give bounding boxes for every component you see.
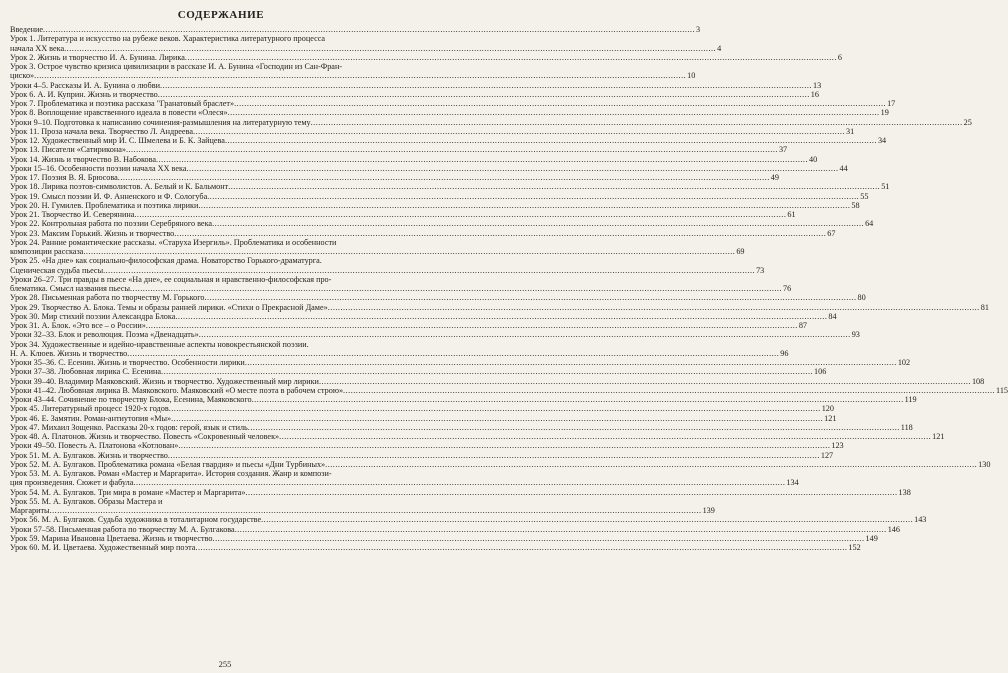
toc-entry-row — [10, 524, 900, 534]
toc-entry[interactable] — [10, 441, 844, 451]
toc-entry-title: Уроки 4–5. Рассказы И. А. Бунина о любви — [10, 80, 160, 90]
toc-entry-row — [10, 145, 788, 155]
toc-entry-page: 96 — [780, 348, 789, 358]
toc-entry-title: Урок 51. М. А. Булгаков. Жизнь и творчество — [10, 450, 168, 460]
toc-entry[interactable] — [10, 450, 834, 460]
toc-entry[interactable] — [10, 339, 789, 359]
toc-entry-page: 106 — [814, 367, 827, 377]
toc-entry-page: 118 — [900, 422, 913, 432]
toc-entry-row — [10, 413, 837, 423]
dot-leader — [185, 53, 837, 62]
dot-leader — [343, 386, 995, 395]
dot-leader — [168, 451, 820, 460]
toc-entry-page: 80 — [857, 293, 866, 303]
toc-entry-title: Урок 47. Михаил Зощенко. Рассказы 20-х годов: герой, язык и стиль — [10, 422, 248, 432]
toc-entry-page: 102 — [897, 358, 911, 367]
toc-entry-row — [10, 265, 765, 275]
toc-entry[interactable] — [10, 136, 887, 145]
toc-entry[interactable] — [10, 311, 837, 321]
toc-entry[interactable] — [10, 422, 913, 432]
dot-leader — [325, 460, 977, 469]
toc-entry-title: Уроки 35–36. С. Есенин. Жизнь и творчество. Особенности лирики — [10, 358, 245, 367]
toc-entry-page: 121 — [932, 432, 945, 441]
toc-entry-title: Урок 22. Контрольная работа по поэзии Серебряного века — [10, 219, 213, 229]
toc-entry-title: Урок 19. Смысл поэзии И. Ф. Анненского и Ф. Сологуба — [10, 191, 208, 201]
toc-entry-row — [10, 441, 844, 451]
toc-entry-row — [10, 432, 945, 441]
toc-entry-title: ция произведения. Сюжет и фабула — [10, 478, 134, 488]
toc-entry-title: Урок 14. Жизнь и творчество В. Набокова — [10, 154, 157, 164]
dot-leader — [225, 136, 877, 145]
dot-leader — [193, 127, 845, 136]
toc-entry-page: 16 — [810, 89, 819, 99]
toc-entry-page: 120 — [821, 404, 834, 414]
toc-entry[interactable] — [10, 358, 911, 367]
toc-entry-line: Урок 3. Острое чувство кризиса цивилизации в рассказе И. А. Бунина «Господин из Сан-Фран- — [10, 62, 343, 71]
toc-entry-row — [10, 71, 696, 81]
toc-entry-row — [10, 367, 827, 377]
dot-leader — [234, 99, 886, 108]
toc-entry-title: Уроки 41–42. Любовная лирика В. Маяковского. Маяковский «О месте поэта в рабочем строю» — [10, 385, 344, 395]
toc-entry[interactable] — [10, 99, 896, 108]
toc-entry-title: Урок 7. Проблематика и поэтика рассказа "Гранатовый браслет» — [10, 99, 235, 108]
toc-entry-title: Уроки 57–58. Письменная работа по творчеству М. А. Булгакова — [10, 524, 235, 534]
dot-leader — [311, 118, 963, 127]
toc-entry-row — [10, 89, 819, 99]
dot-leader — [134, 210, 786, 219]
toc-entry-row — [10, 182, 890, 192]
toc-entry[interactable] — [10, 469, 799, 488]
toc-entry-title: Урок 2. Жизнь и творчество И. А. Бунина. Лирика — [10, 52, 185, 62]
toc-entry-row — [10, 284, 792, 293]
toc-entry-row — [10, 247, 745, 256]
toc-entry[interactable] — [10, 173, 779, 182]
toc-entry-page: 134 — [786, 478, 799, 488]
toc-entry-row — [10, 395, 917, 404]
toc-entry-page: 31 — [845, 126, 855, 136]
toc-entry-title: Урок 8. Воплощение нравственного идеала в повести «Олеся» — [10, 108, 228, 118]
toc-entry-title: Введение — [10, 25, 44, 34]
toc-entry[interactable] — [10, 274, 792, 294]
toc-entry-page: 3 — [696, 25, 701, 34]
toc-entry-page: 55 — [860, 191, 869, 201]
toc-entry[interactable] — [10, 34, 722, 53]
toc-entry-row — [10, 330, 860, 340]
toc-entry-row — [10, 422, 913, 432]
dot-leader — [187, 164, 839, 173]
toc-entry-row — [10, 163, 848, 173]
toc-entry[interactable] — [10, 210, 796, 219]
toc-entry-title: Урок 17. Поэзия В. Я. Брюсова — [10, 173, 118, 182]
dot-leader — [213, 534, 865, 543]
toc-entry-line: Урок 53. М. А. Булгаков. Роман «Мастер и Маргарита». История создания. Жанр и компози- — [10, 469, 332, 478]
toc-entry[interactable] — [10, 413, 837, 423]
toc-entry[interactable] — [10, 219, 874, 229]
dot-leader — [261, 515, 913, 524]
toc-entry-row — [10, 533, 878, 543]
toc-entry-row — [10, 219, 874, 229]
toc-entry-row — [10, 506, 715, 515]
toc-entry-row — [10, 385, 1008, 395]
toc-entry[interactable] — [10, 163, 848, 173]
toc-entry-title: Урок 59. Марина Ивановна Цветаева. Жизнь и творчество — [10, 533, 213, 543]
toc-entry-title: Урок 23. Максим Горький. Жизнь и творчество — [10, 228, 175, 238]
toc-entry[interactable] — [10, 256, 765, 275]
toc-entry-row — [10, 200, 860, 210]
toc-entry-page: 87 — [798, 321, 808, 330]
toc-entry-page: 49 — [770, 173, 779, 182]
toc-entry-title: Урок 52. М. А. Булгаков. Проблематика романа «Белая гвардия» и пьесы «Дни Турбиных» — [10, 459, 326, 469]
toc-entry-page: 61 — [787, 210, 796, 219]
toc-entry-row — [10, 80, 822, 90]
toc-entry-line: Урок 34. Художественные и идейно-нравственные аспекты новокрестьянской поэзии. — [10, 339, 309, 349]
toc-entry-title: Урок 6. А. И. Куприн. Жизнь и творчество — [10, 89, 158, 99]
toc-entry-row — [10, 376, 985, 386]
toc-entry-row — [10, 43, 722, 53]
toc-entry[interactable] — [10, 25, 701, 34]
dot-leader — [118, 173, 770, 182]
toc-entry-title: Урок 48. А. Платонов. Жизнь и творчество. Повесть «Сокровенный человек» — [10, 432, 280, 441]
toc-entry-page: 146 — [887, 524, 900, 534]
toc-entry-row — [10, 543, 861, 552]
dot-leader — [205, 293, 857, 302]
toc-entry[interactable] — [10, 543, 861, 552]
toc-entry-line: Урок 24. Ранние романтические рассказы. «Старуха Изергиль». Проблематика и особенности — [10, 237, 337, 247]
toc-entry-title: Уроки 49–50. Повесть А. Платонова «Котлован» — [10, 441, 179, 451]
toc-entry-page: 13 — [812, 80, 822, 90]
toc-entry-line: Урок 25. «На дне» как социально-философская драма. Новаторство Горького-драматурга. — [10, 256, 322, 266]
dot-leader — [133, 478, 785, 487]
toc-entry-title: Уроки 32–33. Блок и революция. Поэма «Двенадцать» — [10, 330, 199, 340]
toc-entry-page: 34 — [877, 136, 887, 145]
dot-leader — [156, 155, 808, 164]
toc-entry-row — [10, 108, 889, 118]
toc-entry-row — [10, 311, 837, 321]
toc-entry[interactable] — [10, 237, 745, 257]
toc-entry-row — [10, 25, 701, 34]
toc-entry-page: 152 — [848, 543, 861, 552]
toc-entry-title: Урок 54. М. А. Булгаков. Три мира в романе «Мастер и Маргарита» — [10, 487, 246, 497]
toc-entry[interactable] — [10, 108, 889, 118]
toc-entry-title: Урок 30. Мир стихий поэзии Александра Блока — [10, 311, 176, 321]
dot-leader — [126, 145, 778, 154]
dot-leader — [130, 284, 782, 293]
toc-entry-title: Сценическая судьба пьесы — [10, 265, 104, 275]
toc-entry[interactable] — [10, 89, 819, 99]
toc-entry[interactable] — [10, 191, 869, 201]
toc-entry-row — [10, 302, 989, 312]
toc-entry-page: 69 — [736, 247, 745, 256]
dot-leader — [279, 432, 931, 441]
toc-entry-row — [10, 99, 896, 108]
toc-entry[interactable] — [10, 487, 911, 497]
toc-entry-row — [10, 321, 808, 330]
dot-leader — [252, 395, 904, 404]
toc-entry-page: 19 — [880, 108, 889, 118]
toc-entry-title: Маргариты — [10, 506, 50, 515]
toc-entry-page: 67 — [827, 228, 836, 238]
toc-entry-page: 143 — [914, 515, 927, 525]
toc-entry-page: 10 — [687, 71, 696, 81]
toc-entry[interactable] — [10, 330, 860, 340]
toc-entry[interactable] — [10, 533, 878, 543]
toc-entry-title: Урок 28. Письменная работа по творчеству М. Горького — [10, 293, 205, 303]
toc-entry-row — [10, 210, 796, 219]
dot-leader — [228, 108, 880, 117]
dot-leader — [198, 201, 850, 210]
toc-entry-page: 127 — [820, 450, 834, 460]
toc-entry-row — [10, 478, 799, 488]
dot-leader — [161, 367, 813, 376]
toc-entry-title: блематика. Смысл названия пьесы — [10, 284, 130, 293]
toc-entry-row — [10, 404, 834, 414]
toc-entry-row — [10, 52, 842, 62]
dot-leader — [178, 441, 830, 450]
dot-leader — [146, 321, 798, 330]
toc-entry-row — [10, 228, 836, 238]
dot-leader — [207, 192, 859, 201]
dot-leader — [64, 44, 716, 53]
dot-leader — [169, 404, 821, 413]
toc-entry-title: Урок 31. А. Блок. «Это все – о России» — [10, 321, 146, 330]
toc-entry-row — [10, 293, 866, 303]
toc-entry-page: 149 — [865, 533, 878, 543]
toc-entry-page: 6 — [837, 52, 842, 62]
toc-entry-page: 51 — [881, 182, 890, 192]
toc-entry[interactable] — [10, 200, 860, 210]
dot-leader — [160, 81, 812, 90]
toc-entry-title: композиции рассказа — [10, 247, 84, 256]
toc-entry-title: Урок 60. М. И. Цветаева. Художественный мир поэта — [10, 543, 196, 552]
toc-entry-row — [10, 348, 789, 358]
dot-leader — [319, 377, 971, 386]
dot-leader — [34, 71, 686, 80]
toc-entry-page: 64 — [865, 219, 874, 229]
toc-entry[interactable] — [10, 126, 855, 136]
toc-entry-line: Уроки 26–27. Три правды в пьесе «На дне», ее социальная и нравственно-философская про- — [10, 274, 332, 284]
dot-leader — [171, 414, 823, 423]
toc-entry-line: Урок 55. М. А. Булгаков. Образы Мастера и — [10, 496, 163, 506]
toc-entry-title: Урок 11. Проза начала века. Творчество Л. Андреева — [10, 126, 193, 136]
toc-entry[interactable] — [10, 62, 696, 81]
toc-entry[interactable] — [10, 80, 822, 90]
toc-entry-title: Урок 18. Лирика поэтов-символистов. А. Белый и К. Бальмонт — [10, 182, 229, 192]
toc-entry[interactable] — [10, 524, 900, 534]
dot-leader — [248, 423, 900, 432]
dot-leader — [199, 330, 851, 339]
toc-entry[interactable] — [10, 182, 890, 192]
toc-entry-title: Уроки 43–44. Сочинение по творчеству Блока, Есенина, Маяковского — [10, 395, 252, 404]
toc-entry[interactable] — [10, 496, 715, 516]
toc-entry-title: Урок 56. М. А. Булгаков. Судьба художника в тоталитарном государстве — [10, 515, 262, 525]
dot-leader — [127, 349, 779, 358]
toc-entry-row — [10, 459, 991, 469]
toc-entry-title: Уроки 9–10. Подготовка к написанию сочинения-размышления на литературную тему — [10, 117, 311, 127]
toc-entry-page: 123 — [831, 441, 844, 451]
toc-entry[interactable] — [10, 293, 866, 303]
page-title: СОДЕРЖАНИЕ — [177, 9, 265, 21]
toc-entry-row — [10, 191, 869, 201]
toc-entry-page: 93 — [851, 330, 860, 340]
toc-entry[interactable] — [10, 302, 989, 312]
toc-entry-page: 115 — [996, 385, 1008, 395]
toc-entry-row — [10, 117, 972, 127]
toc-entry[interactable] — [10, 459, 991, 469]
toc-entry-page: 17 — [887, 99, 896, 108]
toc-entry-page: 121 — [824, 413, 837, 423]
toc-entry-page: 44 — [839, 163, 848, 173]
toc-entry-title: Урок 46. Е. Замятин. Роман-антиутопия «Мы» — [10, 413, 172, 423]
table-of-contents — [10, 25, 1008, 552]
dot-leader — [43, 25, 695, 34]
dot-leader — [245, 358, 897, 367]
dot-leader — [158, 90, 810, 99]
toc-entry-title: Уроки 37–38. Любовная лирика С. Есенина — [10, 367, 162, 377]
toc-entry-row — [10, 136, 887, 145]
toc-entry-page: 37 — [778, 145, 788, 155]
toc-entry-title: Урок 13. Писатели «Сатирикона» — [10, 145, 126, 155]
toc-entry-title: Урок 20. Н. Гумилев. Проблематика и поэтика лирики — [10, 200, 199, 210]
dot-leader — [83, 247, 735, 256]
toc-entry-title: Н. А. Клюев. Жизнь и творчество — [10, 348, 128, 358]
dot-leader — [228, 182, 880, 191]
toc-entry-page: 76 — [783, 284, 792, 293]
toc-entry-title: циско» — [10, 71, 35, 81]
toc-entry[interactable] — [10, 52, 842, 62]
toc-entry-title: Урок 21. Творчество И. Северянина — [10, 210, 135, 219]
toc-entry[interactable] — [10, 367, 827, 377]
toc-entry[interactable] — [10, 385, 1008, 395]
toc-entry-title: Урок 45. Литературный процесс 1920-х годов — [10, 404, 169, 414]
toc-entry-row — [10, 173, 779, 182]
toc-entry-row — [10, 515, 927, 525]
dot-leader — [50, 506, 702, 515]
toc-entry[interactable] — [10, 145, 788, 155]
dot-leader — [246, 488, 898, 497]
toc-entry-page: 138 — [898, 487, 911, 497]
dot-leader — [175, 312, 827, 321]
toc-entry[interactable] — [10, 515, 927, 525]
toc-entry-title: Урок 12. Художественный мир И. С. Шмелева и Б. К. Зайцева — [10, 136, 225, 145]
toc-entry-line: Урок 1. Литература и искусство на рубеже веков. Характеристика литературного процесса — [10, 34, 326, 44]
toc-entry[interactable] — [10, 376, 985, 386]
toc-entry-row — [10, 154, 818, 164]
page-number: 255 — [218, 659, 232, 669]
toc-entry-page: 130 — [978, 459, 991, 469]
toc-entry-page: 84 — [828, 311, 837, 321]
toc-entry-title: Уроки 39–40. Владимир Маяковский. Жизнь и творчество. Художественный мир лирики — [10, 376, 319, 386]
toc-entry[interactable] — [10, 432, 945, 441]
toc-entry[interactable] — [10, 228, 836, 238]
toc-entry-title: начала XX века — [10, 43, 65, 53]
toc-entry-title: Урок 29. Творчество А. Блока. Темы и образы ранней лирики. «Стихи о Прекрасной Даме» — [10, 302, 328, 312]
toc-entry-page: 58 — [851, 200, 860, 210]
toc-entry-page: 25 — [963, 117, 972, 127]
toc-entry[interactable] — [10, 404, 834, 414]
dot-leader — [328, 303, 980, 312]
toc-entry-page: 4 — [717, 43, 722, 53]
toc-entry-row — [10, 126, 855, 136]
toc-entry-row — [10, 487, 911, 497]
toc-entry-title: Уроки 15–16. Особенности поэзии начала XX века — [10, 163, 187, 173]
dot-leader — [195, 543, 847, 552]
toc-entry[interactable] — [10, 395, 917, 404]
toc-entry-row — [10, 358, 911, 367]
toc-entry[interactable] — [10, 321, 808, 330]
toc-entry-row — [10, 450, 834, 460]
toc-entry-page: 81 — [980, 302, 989, 312]
dot-leader — [212, 219, 864, 228]
toc-entry-page: 108 — [971, 376, 985, 386]
toc-entry[interactable] — [10, 117, 972, 127]
dot-leader — [174, 229, 826, 238]
toc-entry-page: 73 — [756, 265, 765, 275]
toc-entry[interactable] — [10, 154, 818, 164]
toc-entry-page: 40 — [809, 154, 818, 164]
dot-leader — [103, 266, 755, 275]
toc-entry-page: 139 — [702, 506, 715, 515]
toc-entry-page: 119 — [904, 395, 917, 404]
dot-leader — [235, 525, 887, 534]
